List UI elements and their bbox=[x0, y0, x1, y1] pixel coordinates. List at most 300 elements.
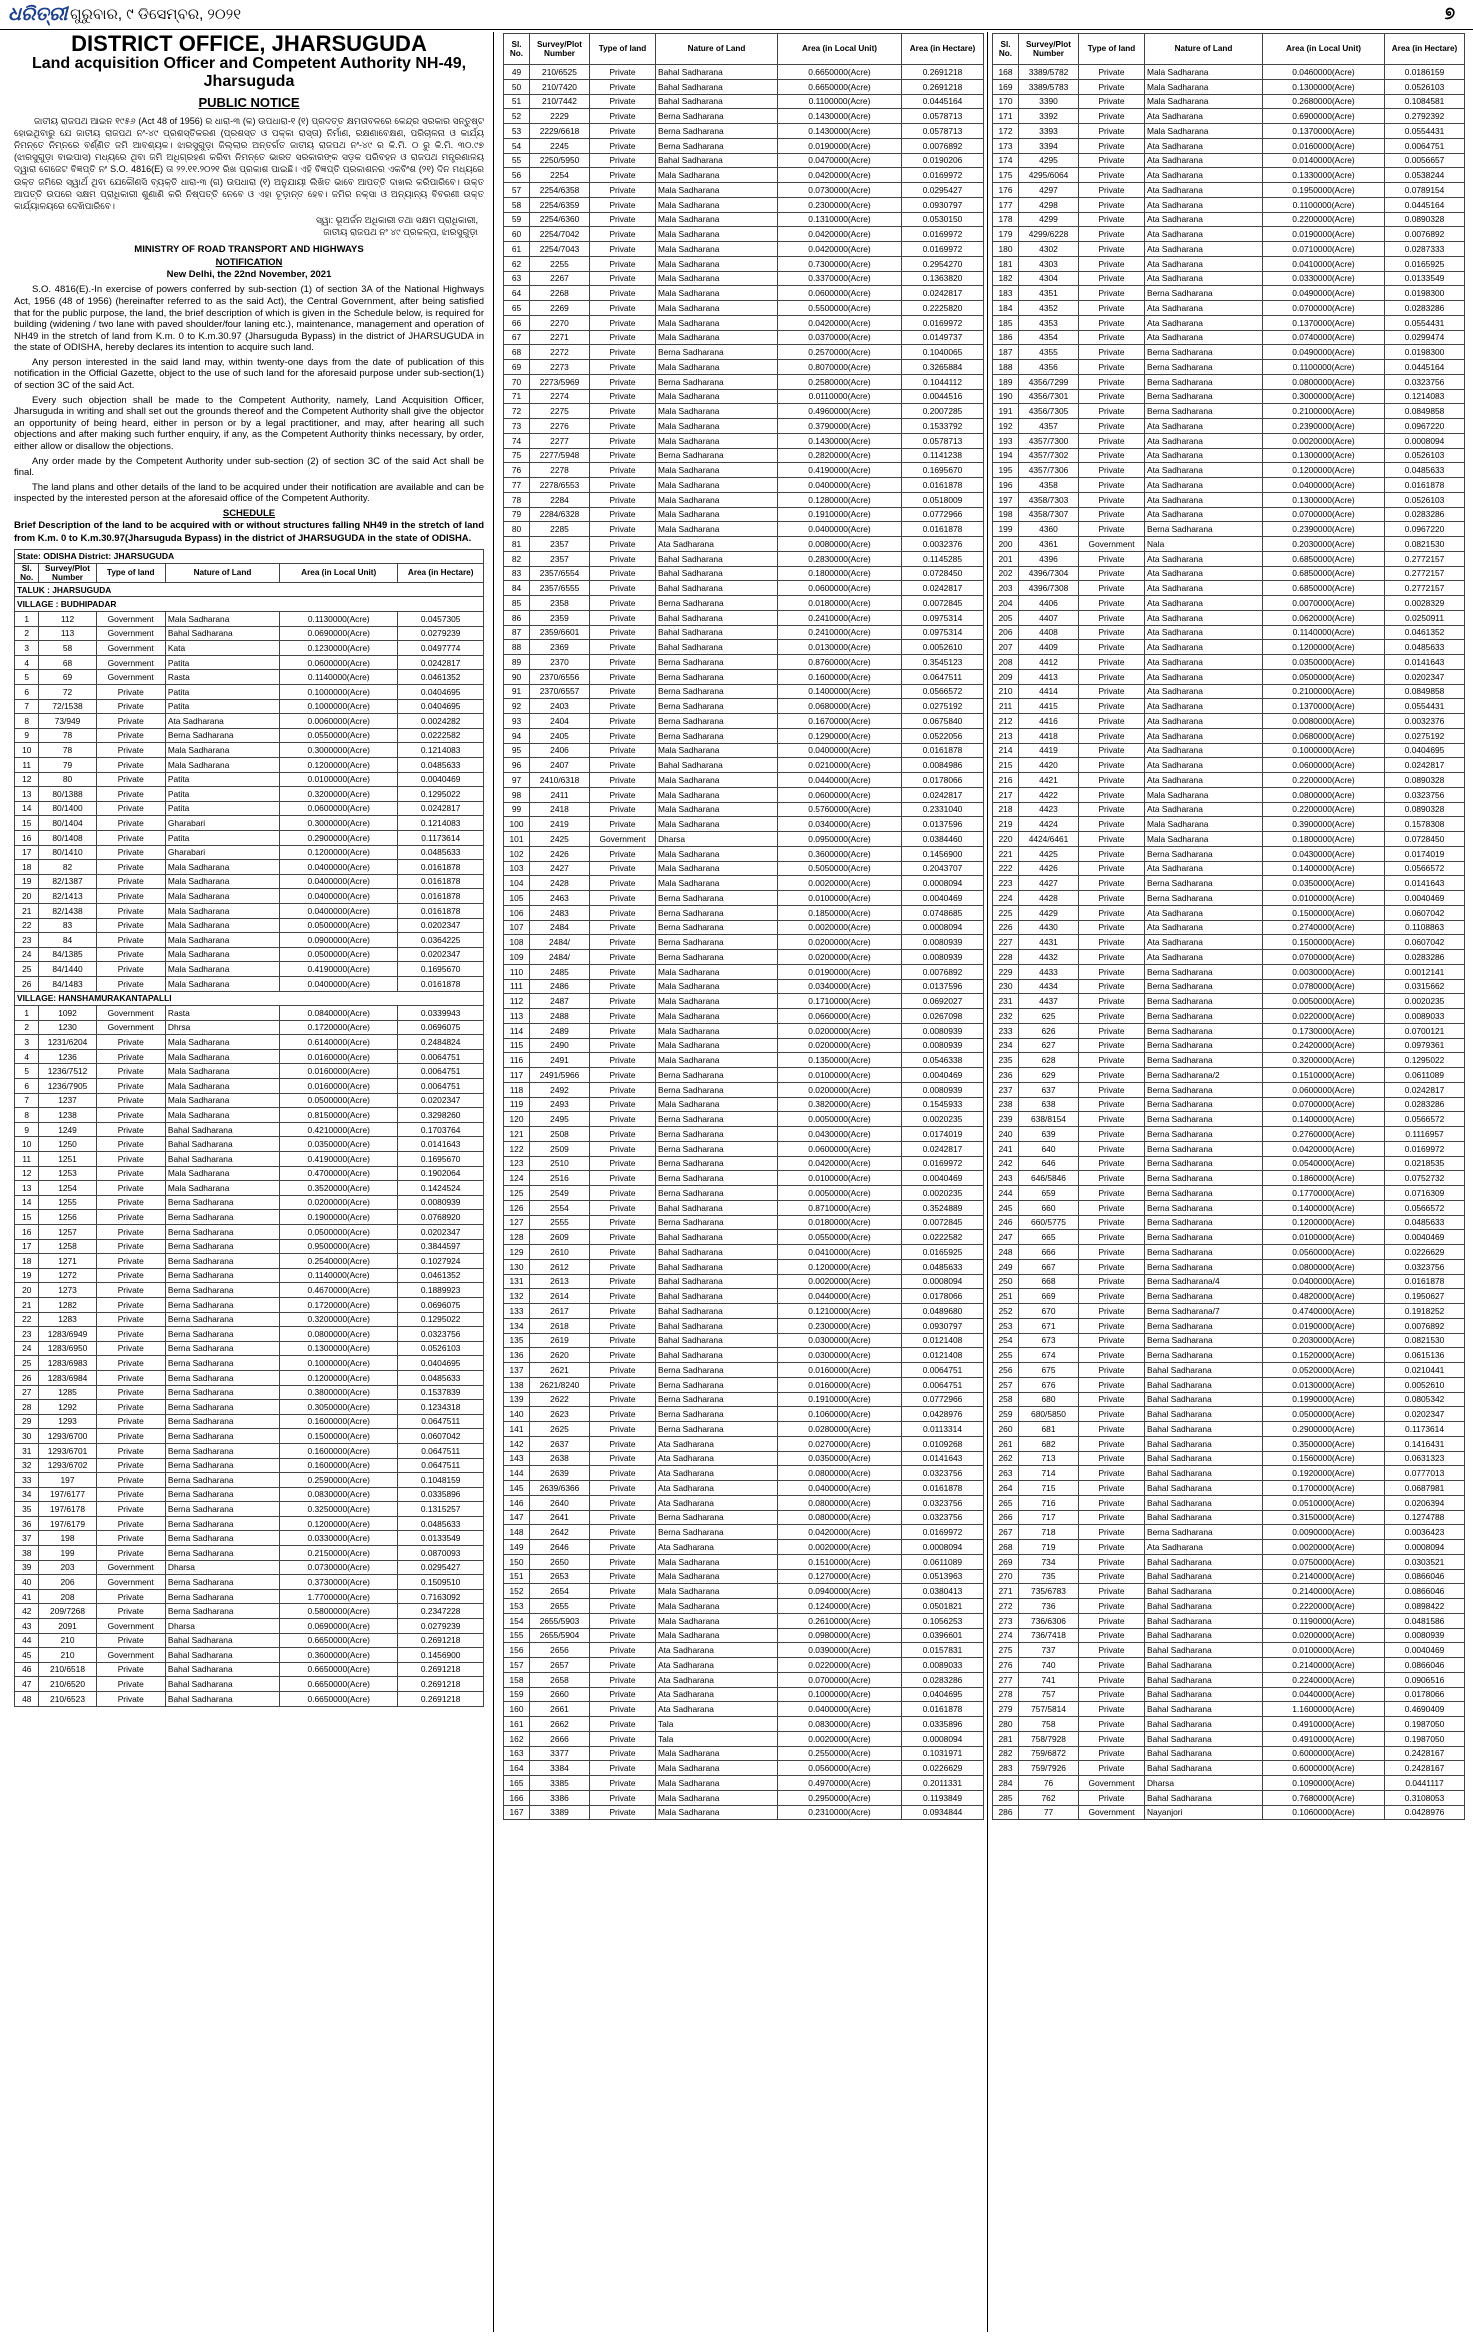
table-cell: Private bbox=[590, 1481, 656, 1496]
table-row bbox=[504, 699, 984, 714]
table-cell: 0.1234318 bbox=[398, 1400, 484, 1415]
table-cell: 4351 bbox=[1019, 286, 1079, 301]
table-row bbox=[15, 816, 484, 831]
table-cell: 138 bbox=[504, 1377, 530, 1392]
table-cell: Berna Sadharana bbox=[656, 448, 778, 463]
table-cell: 0.1416431 bbox=[1385, 1436, 1465, 1451]
table-row bbox=[15, 1648, 484, 1663]
table-cell: 0.1800000(Acre) bbox=[1263, 832, 1385, 847]
table-row bbox=[504, 979, 984, 994]
table-row bbox=[993, 94, 1465, 109]
table-cell: 2277/5948 bbox=[530, 448, 590, 463]
table-cell: 2267 bbox=[530, 271, 590, 286]
table-cell: Private bbox=[1079, 1318, 1145, 1333]
table-cell: 0.2220000(Acre) bbox=[1263, 1599, 1385, 1614]
schedule-table bbox=[992, 33, 1465, 1820]
table-cell: 14 bbox=[15, 1195, 39, 1210]
table-cell: 0.1190000(Acre) bbox=[1263, 1613, 1385, 1628]
table-cell: 0.1670000(Acre) bbox=[778, 714, 902, 729]
table-row bbox=[504, 1038, 984, 1053]
table-cell: 86 bbox=[504, 610, 530, 625]
table-cell: 213 bbox=[993, 728, 1019, 743]
table-cell: 0.1703764 bbox=[398, 1122, 484, 1137]
table-row bbox=[993, 1422, 1465, 1437]
table-cell: Private bbox=[1079, 345, 1145, 360]
table-row bbox=[993, 1481, 1465, 1496]
table-row bbox=[15, 1531, 484, 1546]
table-cell: 220 bbox=[993, 832, 1019, 847]
table-cell: 0.0032376 bbox=[1385, 714, 1465, 729]
table-cell: Private bbox=[1079, 330, 1145, 345]
table-cell: 4357/7300 bbox=[1019, 433, 1079, 448]
table-row bbox=[504, 433, 984, 448]
table-cell: 0.0050000(Acre) bbox=[778, 1112, 902, 1127]
table-cell: 0.0174019 bbox=[1385, 846, 1465, 861]
table-row bbox=[504, 1731, 984, 1746]
table-cell: 0.4910000(Acre) bbox=[1263, 1717, 1385, 1732]
table-cell: 0.2310000(Acre) bbox=[778, 1805, 902, 1820]
table-cell: Dharsa bbox=[165, 1619, 279, 1634]
table-cell: 4353 bbox=[1019, 315, 1079, 330]
table-cell: Private bbox=[1079, 124, 1145, 139]
table-row bbox=[993, 684, 1465, 699]
table-cell: 262 bbox=[993, 1451, 1019, 1466]
table-cell: Private bbox=[1079, 994, 1145, 1009]
table-cell: Bahal Sadharana bbox=[1145, 1495, 1263, 1510]
table-cell: Mala Sadharana bbox=[656, 1761, 778, 1776]
table-cell: 0.0690000(Acre) bbox=[280, 1619, 398, 1634]
table-cell: 2275 bbox=[530, 404, 590, 419]
table-cell: Private bbox=[96, 1195, 165, 1210]
table-cell: 4423 bbox=[1019, 802, 1079, 817]
table-cell: 2271 bbox=[530, 330, 590, 345]
table-cell: Rasta bbox=[165, 670, 279, 685]
table-cell: 2357 bbox=[530, 551, 590, 566]
table-cell: 0.0280000(Acre) bbox=[778, 1422, 902, 1437]
table-cell: 0.1330000(Acre) bbox=[1263, 168, 1385, 183]
table-cell: 76 bbox=[1019, 1776, 1079, 1791]
table-cell: Ata Sadharana bbox=[656, 1436, 778, 1451]
table-cell: Private bbox=[1079, 581, 1145, 596]
table-row bbox=[504, 1672, 984, 1687]
table-cell: 2359 bbox=[530, 610, 590, 625]
table-cell: 0.0141643 bbox=[1385, 876, 1465, 891]
table-cell: 0.1400000(Acre) bbox=[1263, 1112, 1385, 1127]
table-cell: Berna Sadharana bbox=[1145, 1097, 1263, 1112]
col-area-ha: Area (in Hectare) bbox=[902, 34, 984, 65]
table-row bbox=[15, 1516, 484, 1531]
table-cell: 0.0218535 bbox=[1385, 1156, 1465, 1171]
table-cell: Private bbox=[96, 1458, 165, 1473]
table-cell: 0.1100000(Acre) bbox=[778, 94, 902, 109]
table-cell: 0.0008094 bbox=[902, 876, 984, 891]
table-cell: 237 bbox=[993, 1082, 1019, 1097]
table-row bbox=[504, 1761, 984, 1776]
table-cell: 84/1385 bbox=[39, 947, 96, 962]
table-cell: 0.0020000(Acre) bbox=[778, 920, 902, 935]
table-cell: 0.0100000(Acre) bbox=[778, 891, 902, 906]
table-cell: 667 bbox=[1019, 1259, 1079, 1274]
table-row bbox=[993, 301, 1465, 316]
table-cell: 103 bbox=[504, 861, 530, 876]
table-row bbox=[504, 1082, 984, 1097]
table-cell: 19 bbox=[15, 1268, 39, 1283]
table-cell: 4419 bbox=[1019, 743, 1079, 758]
table-cell: Bahal Sadharana bbox=[165, 1648, 279, 1663]
table-row bbox=[993, 1097, 1465, 1112]
table-row bbox=[993, 950, 1465, 965]
table-cell: 2 bbox=[15, 1020, 39, 1035]
table-cell: Private bbox=[96, 1400, 165, 1415]
table-cell: 0.2140000(Acre) bbox=[1263, 1569, 1385, 1584]
table-cell: 0.0064751 bbox=[398, 1064, 484, 1079]
table-cell: 0.0780000(Acre) bbox=[1263, 979, 1385, 994]
table-cell: Private bbox=[590, 183, 656, 198]
table-cell: 0.0222582 bbox=[398, 728, 484, 743]
table-cell: 2250/5950 bbox=[530, 153, 590, 168]
table-cell: 0.0660000(Acre) bbox=[778, 1009, 902, 1024]
table-row bbox=[993, 669, 1465, 684]
table-cell: Private bbox=[1079, 1422, 1145, 1437]
table-cell: 0.0800000(Acre) bbox=[778, 1495, 902, 1510]
table-row bbox=[504, 448, 984, 463]
table-cell: 0.0500000(Acre) bbox=[280, 1093, 398, 1108]
table-cell: 0.1400000(Acre) bbox=[1263, 861, 1385, 876]
table-cell: Patita bbox=[165, 685, 279, 700]
table-cell: 0.0283286 bbox=[1385, 301, 1465, 316]
table-cell: 0.0566572 bbox=[1385, 1200, 1465, 1215]
table-cell: 184 bbox=[993, 301, 1019, 316]
issue-date: ଗୁରୁବାର, ୯ ଡିସେମ୍ବର, ୨୦୨୧ bbox=[70, 6, 242, 23]
table-cell: 0.0242817 bbox=[398, 655, 484, 670]
table-cell: Berna Sadharana bbox=[656, 1525, 778, 1540]
table-cell: Mala Sadharana bbox=[165, 889, 279, 904]
table-cell: 215 bbox=[993, 758, 1019, 773]
table-cell: 4407 bbox=[1019, 610, 1079, 625]
table-cell: 0.0696075 bbox=[398, 1020, 484, 1035]
table-cell: 0.0323756 bbox=[902, 1495, 984, 1510]
table-cell: 0.1108863 bbox=[1385, 920, 1465, 935]
table-cell: Berna Sadharana bbox=[165, 1327, 279, 1342]
table-cell: Private bbox=[590, 522, 656, 537]
table-cell: 0.1730000(Acre) bbox=[1263, 1023, 1385, 1038]
table-cell: 0.3150000(Acre) bbox=[1263, 1510, 1385, 1525]
table-cell: 0.6650000(Acre) bbox=[280, 1677, 398, 1692]
table-cell: 4295 bbox=[1019, 153, 1079, 168]
table-cell: 2640 bbox=[530, 1495, 590, 1510]
table-cell: 0.6650000(Acre) bbox=[778, 65, 902, 80]
table-cell: 4414 bbox=[1019, 684, 1079, 699]
table-cell: Private bbox=[96, 1516, 165, 1531]
table-cell: 40 bbox=[15, 1575, 39, 1590]
table-cell: 45 bbox=[15, 1648, 39, 1663]
table-row bbox=[504, 773, 984, 788]
table-cell: 2229 bbox=[530, 109, 590, 124]
table-row bbox=[15, 1225, 484, 1240]
table-cell: 209/7268 bbox=[39, 1604, 96, 1619]
table-cell: 0.1350000(Acre) bbox=[778, 1053, 902, 1068]
table-cell: 203 bbox=[39, 1560, 96, 1575]
table-cell: Berna Sadharana bbox=[1145, 1009, 1263, 1024]
table-row bbox=[15, 1166, 484, 1181]
table-cell: 2254 bbox=[530, 168, 590, 183]
table-cell: 0.0210000(Acre) bbox=[778, 758, 902, 773]
table-row bbox=[993, 596, 1465, 611]
table-cell: 0.1695670 bbox=[398, 1152, 484, 1167]
table-cell: Ata Sadharana bbox=[1145, 684, 1263, 699]
table-cell: Government bbox=[1079, 1776, 1145, 1791]
table-cell: 0.0821530 bbox=[1385, 1333, 1465, 1348]
table-cell: Ata Sadharana bbox=[656, 1672, 778, 1687]
table-cell: 4298 bbox=[1019, 197, 1079, 212]
table-cell: 0.2410000(Acre) bbox=[778, 625, 902, 640]
table-cell: 0.0089033 bbox=[902, 1658, 984, 1673]
table-cell: 2657 bbox=[530, 1658, 590, 1673]
table-cell: 38 bbox=[15, 1546, 39, 1561]
schedule-column-2 bbox=[503, 33, 983, 1820]
table-cell: 0.0279239 bbox=[398, 1619, 484, 1634]
table-cell: 0.1770000(Acre) bbox=[1263, 1186, 1385, 1201]
table-cell: 4297 bbox=[1019, 183, 1079, 198]
table-row bbox=[15, 612, 484, 627]
table-cell: Private bbox=[96, 1064, 165, 1079]
table-cell: Private bbox=[1079, 271, 1145, 286]
table-cell: 267 bbox=[993, 1525, 1019, 1540]
table-row bbox=[504, 1318, 984, 1333]
table-cell: 239 bbox=[993, 1112, 1019, 1127]
table-row bbox=[504, 168, 984, 183]
table-cell: 0.1230000(Acre) bbox=[280, 641, 398, 656]
table-cell: Private bbox=[1079, 256, 1145, 271]
signature-line-1: ସ୍ୱା: ଭୂଅର୍ଜନ ଅଧିକାରୀ ତଥା ସକ୍ଷମ ପ୍ରାଧିକାରୀ, bbox=[315, 215, 478, 225]
table-cell: 0.6850000(Acre) bbox=[1263, 551, 1385, 566]
table-cell: 6 bbox=[15, 1079, 39, 1094]
table-cell: 0.1145285 bbox=[902, 551, 984, 566]
table-cell: 0.0967220 bbox=[1385, 522, 1465, 537]
table-cell: 1271 bbox=[39, 1254, 96, 1269]
col-area-local: Area (in Local Unit) bbox=[280, 563, 398, 582]
table-row bbox=[993, 1171, 1465, 1186]
table-cell: 29 bbox=[15, 1414, 39, 1429]
table-cell: 0.0169972 bbox=[902, 242, 984, 257]
table-cell: 625 bbox=[1019, 1009, 1079, 1024]
table-cell: 0.0900000(Acre) bbox=[280, 933, 398, 948]
table-cell: 231 bbox=[993, 994, 1019, 1009]
table-cell: Berna Sadharana bbox=[656, 1112, 778, 1127]
table-cell: 21 bbox=[15, 903, 39, 918]
table-cell: 0.1600000(Acre) bbox=[280, 1443, 398, 1458]
table-cell: Private bbox=[590, 1289, 656, 1304]
table-cell: 0.0198300 bbox=[1385, 286, 1465, 301]
table-row bbox=[504, 1245, 984, 1260]
table-cell: Ata Sadharana bbox=[1145, 212, 1263, 227]
table-cell: 73/949 bbox=[39, 714, 96, 729]
table-cell: 0.0420000(Acre) bbox=[778, 315, 902, 330]
table-cell: Private bbox=[1079, 227, 1145, 242]
table-cell: 4434 bbox=[1019, 979, 1079, 994]
table-cell: Dharsa bbox=[656, 832, 778, 847]
table-cell: 221 bbox=[993, 846, 1019, 861]
table-row bbox=[504, 728, 984, 743]
public-notice bbox=[14, 32, 484, 1707]
table-cell: Private bbox=[590, 1554, 656, 1569]
table-cell: 0.0730000(Acre) bbox=[778, 183, 902, 198]
table-cell: 2370/6557 bbox=[530, 684, 590, 699]
table-cell: 20 bbox=[15, 889, 39, 904]
table-cell: Private bbox=[590, 1540, 656, 1555]
table-row bbox=[504, 861, 984, 876]
table-cell: 258 bbox=[993, 1392, 1019, 1407]
table-row bbox=[15, 1137, 484, 1152]
table-cell: 0.0975314 bbox=[902, 625, 984, 640]
table-cell: Mala Sadharana bbox=[656, 286, 778, 301]
table-row bbox=[15, 1283, 484, 1298]
table-cell: Private bbox=[590, 1333, 656, 1348]
table-row bbox=[504, 610, 984, 625]
table-row bbox=[504, 1407, 984, 1422]
table-cell: 2254/6358 bbox=[530, 183, 590, 198]
table-cell: Private bbox=[1079, 301, 1145, 316]
dateline: New Delhi, the 22nd November, 2021 bbox=[166, 269, 332, 281]
table-row bbox=[993, 1554, 1465, 1569]
table-cell: 0.0300000(Acre) bbox=[778, 1348, 902, 1363]
table-cell: 203 bbox=[993, 581, 1019, 596]
table-cell: 197/6179 bbox=[39, 1516, 96, 1531]
table-cell: Private bbox=[590, 315, 656, 330]
table-cell: Private bbox=[1079, 1009, 1145, 1024]
table-cell: Private bbox=[96, 1327, 165, 1342]
table-row bbox=[993, 1348, 1465, 1363]
table-cell: 0.0161878 bbox=[398, 889, 484, 904]
table-cell: 0.0323756 bbox=[1385, 1259, 1465, 1274]
table-cell: Private bbox=[1079, 1200, 1145, 1215]
table-cell: Private bbox=[590, 861, 656, 876]
table-cell: 36 bbox=[15, 1516, 39, 1531]
table-row bbox=[504, 1687, 984, 1702]
table-cell: Private bbox=[590, 640, 656, 655]
table-cell: 0.2580000(Acre) bbox=[778, 374, 902, 389]
table-cell: 0.0526103 bbox=[398, 1341, 484, 1356]
table-cell: 0.0384460 bbox=[902, 832, 984, 847]
table-cell: Private bbox=[1079, 463, 1145, 478]
table-cell: Mala Sadharana bbox=[165, 1166, 279, 1181]
table-cell: 34 bbox=[15, 1487, 39, 1502]
table-cell: 68 bbox=[39, 655, 96, 670]
table-cell: 91 bbox=[504, 684, 530, 699]
table-cell: 0.2011331 bbox=[902, 1776, 984, 1791]
table-cell: 0.0020000(Acre) bbox=[778, 1540, 902, 1555]
table-cell: 0.0485633 bbox=[1385, 640, 1465, 655]
table-row bbox=[15, 1064, 484, 1079]
table-cell: 0.0710000(Acre) bbox=[1263, 242, 1385, 257]
table-cell: Ata Sadharana bbox=[1145, 271, 1263, 286]
table-row bbox=[15, 670, 484, 685]
table-cell: Private bbox=[96, 1443, 165, 1458]
table-cell: 0.0730000(Acre) bbox=[280, 1560, 398, 1575]
notice-paragraph: S.O. 4816(E).-In exercise of powers conferred by sub-section (1) of section 3A of the National Highways Act, 1956 (48 of 1956) (hereinafter referred to as the said Act), the Central Government, after being satisfied that for the public purpose, the land, the brief description of which is given in the Schedule below, is required for building (widening / two lane with paved shoulder/four laning etc.), maintenance, management and operation of NH49 in the stretch of land from K.m. 0 to K.m.30.97 (Jharsuguda Bypass) in the district of JHARSUGUDA in the state of ODISHA, hereby declares its intention to acquire such land. bbox=[14, 284, 484, 354]
table-cell: 2491 bbox=[530, 1053, 590, 1068]
table-cell: 250 bbox=[993, 1274, 1019, 1289]
table-cell: 0.0052610 bbox=[902, 640, 984, 655]
table-row bbox=[504, 389, 984, 404]
table-cell: 180 bbox=[993, 242, 1019, 257]
table-cell: 0.0445164 bbox=[1385, 197, 1465, 212]
table-cell: 0.0566572 bbox=[1385, 861, 1465, 876]
public-notice-heading: PUBLIC NOTICE bbox=[198, 94, 300, 110]
table-cell: 0.0056657 bbox=[1385, 153, 1465, 168]
table-cell: 0.1430000(Acre) bbox=[778, 433, 902, 448]
table-row bbox=[993, 153, 1465, 168]
table-cell: 174 bbox=[993, 153, 1019, 168]
table-cell: Private bbox=[590, 1731, 656, 1746]
table-cell: Bahal Sadharana bbox=[656, 65, 778, 80]
table-row bbox=[15, 1122, 484, 1137]
table-cell: 0.5050000(Acre) bbox=[778, 861, 902, 876]
table-cell: 0.0600000(Acre) bbox=[1263, 1082, 1385, 1097]
table-cell: 670 bbox=[1019, 1304, 1079, 1319]
table-cell: 2620 bbox=[530, 1348, 590, 1363]
table-cell: 0.2691218 bbox=[398, 1633, 484, 1648]
table-cell: Mala Sadharana bbox=[656, 773, 778, 788]
table-cell: Private bbox=[590, 404, 656, 419]
table-cell: 265 bbox=[993, 1495, 1019, 1510]
table-row bbox=[15, 1006, 484, 1021]
table-cell: Berna Sadharana bbox=[656, 1215, 778, 1230]
col-nature: Nature of Land bbox=[656, 34, 778, 65]
table-cell: Bahal Sadharana bbox=[1145, 1628, 1263, 1643]
table-cell: 0.0141643 bbox=[902, 1451, 984, 1466]
table-cell: 2410/6318 bbox=[530, 773, 590, 788]
table-cell: Ata Sadharana bbox=[1145, 138, 1263, 153]
table-cell: Government bbox=[96, 1020, 165, 1035]
table-cell: Berna Sadharana bbox=[656, 1377, 778, 1392]
table-cell: 210/7442 bbox=[530, 94, 590, 109]
table-row bbox=[993, 1127, 1465, 1142]
table-cell: 3392 bbox=[1019, 109, 1079, 124]
table-row bbox=[993, 124, 1465, 139]
table-cell: 0.0680000(Acre) bbox=[1263, 728, 1385, 743]
table-cell: 2269 bbox=[530, 301, 590, 316]
table-cell: Private bbox=[1079, 905, 1145, 920]
table-cell: 263 bbox=[993, 1466, 1019, 1481]
table-cell: Ata Sadharana bbox=[656, 1466, 778, 1481]
table-cell: 1283/6983 bbox=[39, 1356, 96, 1371]
table-cell: Private bbox=[590, 492, 656, 507]
table-cell: 152 bbox=[504, 1584, 530, 1599]
table-cell: 0.0866046 bbox=[1385, 1584, 1465, 1599]
table-cell: Private bbox=[590, 1171, 656, 1186]
table-cell: Mala Sadharana bbox=[656, 242, 778, 257]
table-cell: 173 bbox=[993, 138, 1019, 153]
table-cell: Private bbox=[1079, 1215, 1145, 1230]
table-cell: Mala Sadharana bbox=[656, 817, 778, 832]
table-cell: 104 bbox=[504, 876, 530, 891]
table-cell: 0.1545933 bbox=[902, 1097, 984, 1112]
table-row bbox=[993, 345, 1465, 360]
table-cell: 0.0340000(Acre) bbox=[778, 979, 902, 994]
table-cell: Bahal Sadharana bbox=[656, 758, 778, 773]
table-cell: Mala Sadharana bbox=[656, 1628, 778, 1643]
table-cell: 0.1290000(Acre) bbox=[778, 728, 902, 743]
table-cell: Private bbox=[590, 1672, 656, 1687]
table-cell: 106 bbox=[504, 905, 530, 920]
table-cell: Ata Sadharana bbox=[1145, 758, 1263, 773]
table-cell: Berna Sadharana bbox=[1145, 1038, 1263, 1053]
table-cell: 72 bbox=[39, 685, 96, 700]
table-cell: Private bbox=[96, 1210, 165, 1225]
table-cell: 0.0080000(Acre) bbox=[1263, 714, 1385, 729]
table-cell: 24 bbox=[15, 1341, 39, 1356]
